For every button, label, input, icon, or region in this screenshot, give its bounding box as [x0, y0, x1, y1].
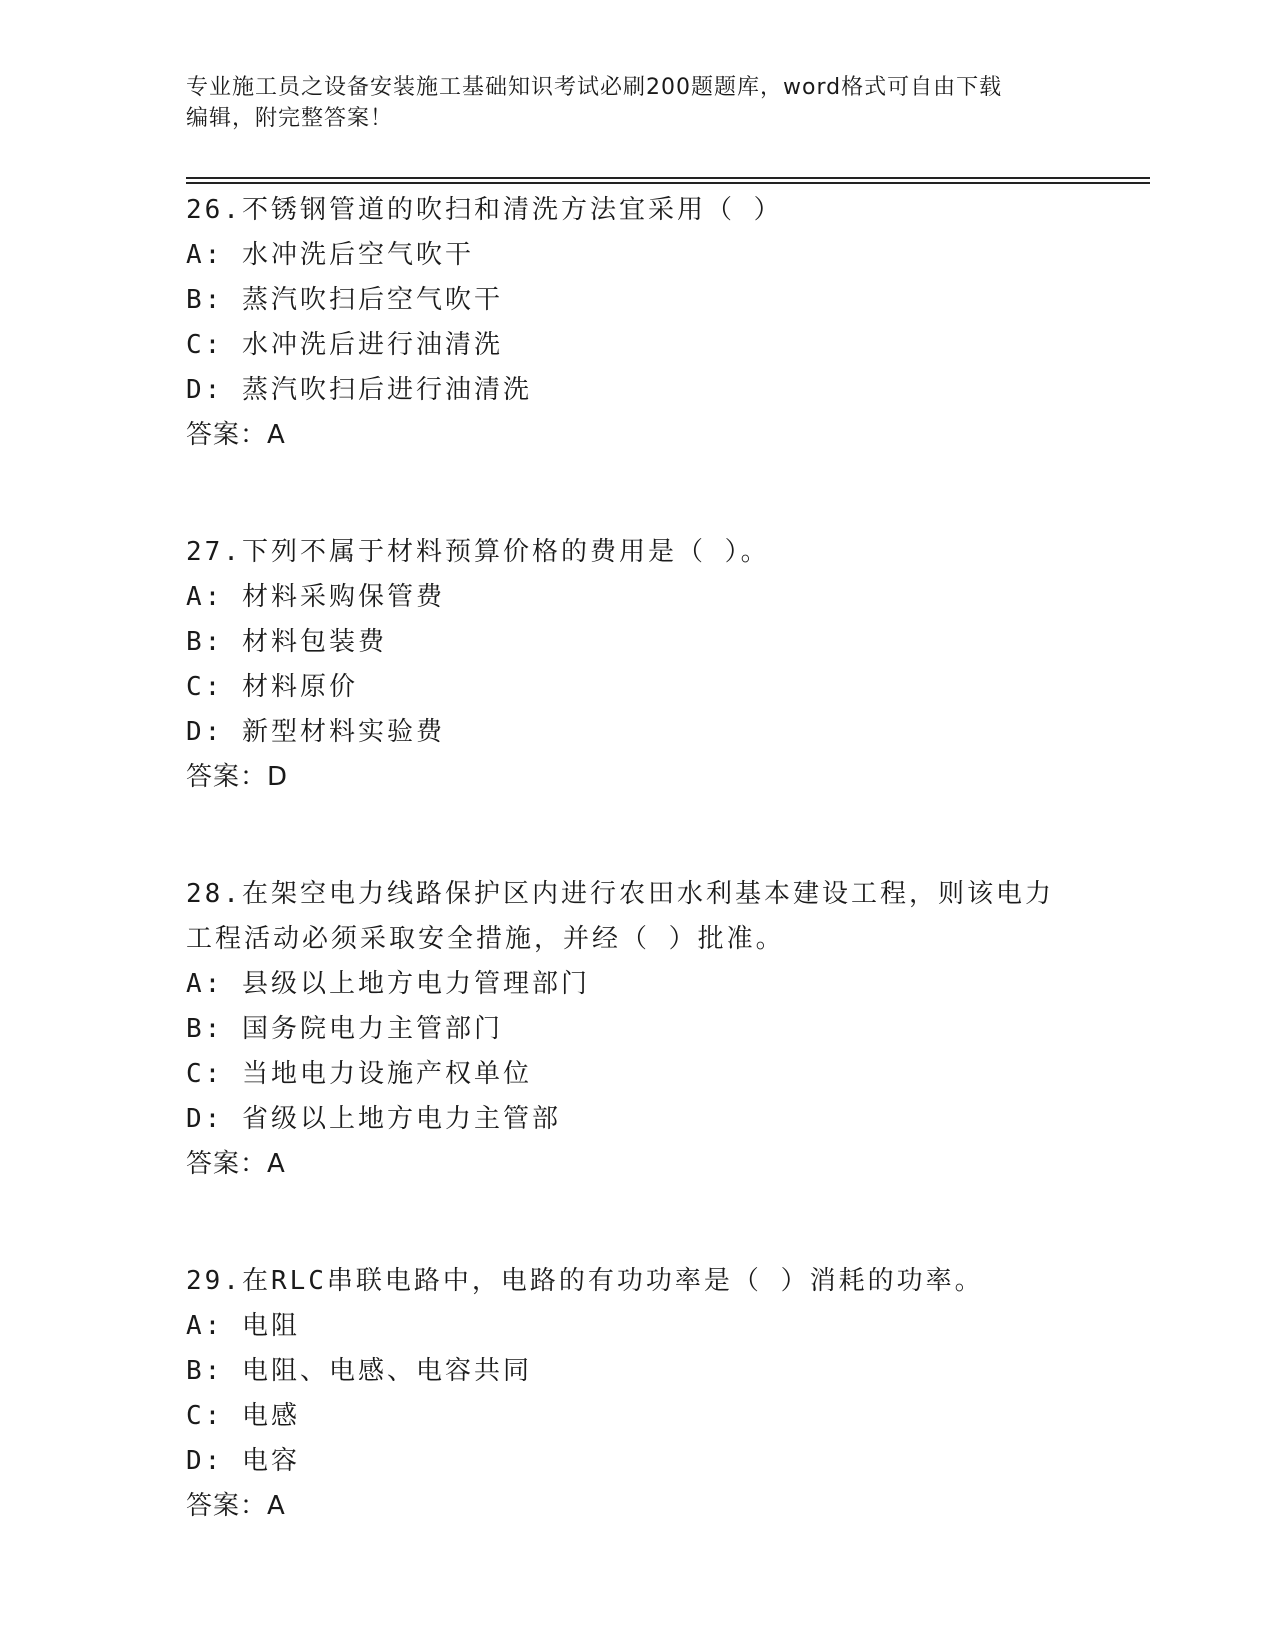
question-29 [186, 1259, 1086, 1529]
option-a: A: 材料采购保管费 [186, 582, 445, 612]
option-c: C: 材料原价 [186, 672, 358, 702]
option-a: A: 县级以上地方电力管理部门 [186, 969, 590, 999]
question-stem: 26.不锈钢管道的吹扫和清洗方法宜采用（ ） [186, 195, 783, 225]
option-b: B: 国务院电力主管部门 [186, 1014, 503, 1044]
question-stem: 28.在架空电力线路保护区内进行农田水利基本建设工程，则该电力工程活动必须采取安全措施，并经（ ）批准。 [186, 879, 1054, 954]
option-a: A: 水冲洗后空气吹干 [186, 240, 474, 270]
option-d: D: 省级以上地方电力主管部 [186, 1104, 561, 1134]
answer-label: 答案：A [186, 420, 286, 450]
option-c: C: 电感 [186, 1401, 300, 1431]
option-c: C: 当地电力设施产权单位 [186, 1059, 532, 1089]
question-stem: 29.在RLC串联电路中，电路的有功功率是（ ）消耗的功率。 [186, 1266, 984, 1296]
document-header [186, 72, 1066, 134]
option-b: B: 电阻、电感、电容共同 [186, 1356, 532, 1386]
question-26 [186, 188, 1086, 458]
question-list [186, 188, 1086, 1601]
option-c: C: 水冲洗后进行油清洗 [186, 330, 503, 360]
option-d: D: 蒸汽吹扫后进行油清洗 [186, 375, 532, 405]
option-b: B: 蒸汽吹扫后空气吹干 [186, 285, 503, 315]
option-d: D: 新型材料实验费 [186, 717, 445, 747]
answer-label: 答案：D [186, 762, 289, 792]
header-line-2: 编辑，附完整答案！ [186, 106, 394, 131]
question-28 [186, 872, 1086, 1187]
question-stem: 27.下列不属于材料预算价格的费用是（ ）。 [186, 537, 770, 567]
answer-label: 答案：A [186, 1491, 286, 1521]
header-line-1: 专业施工员之设备安装施工基础知识考试必刷200题题库，word格式可自由下载 [186, 75, 1003, 100]
question-27 [186, 530, 1086, 800]
option-d: D: 电容 [186, 1446, 300, 1476]
option-a: A: 电阻 [186, 1311, 300, 1341]
answer-label: 答案：A [186, 1149, 286, 1179]
header-divider-bottom [186, 182, 1150, 184]
header-divider-top [186, 177, 1150, 179]
option-b: B: 材料包装费 [186, 627, 387, 657]
